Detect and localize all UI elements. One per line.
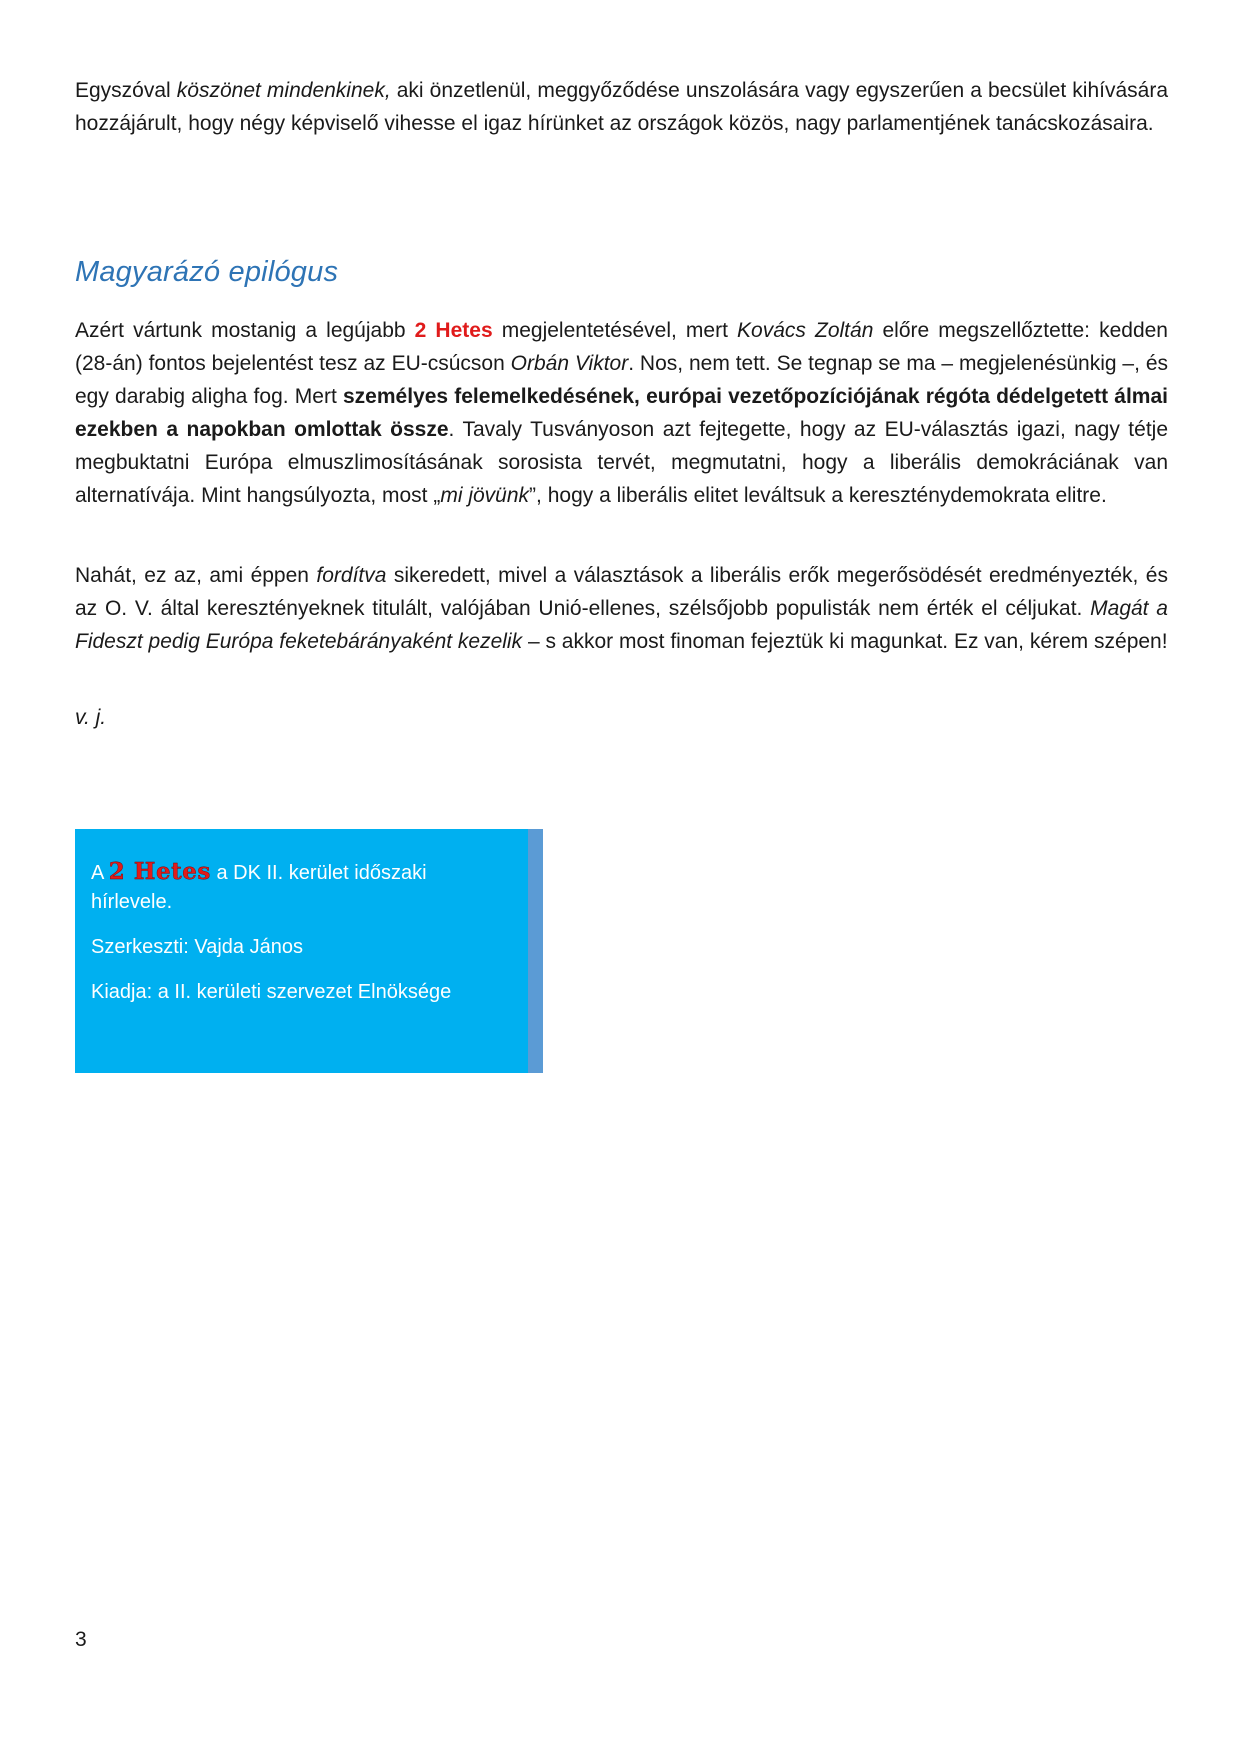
p2-text-5: . Tavaly Tusványoson azt fejtegette, hogy az EU-választás igazi, nagy tétje megbuktatni Európa elmuszlimosításának sorosista tervét, megmutatni, hogy a liberális demokráciának van alternatívája. Mint hangsúlyozta, most „ bbox=[75, 418, 1168, 507]
info-box-publisher: Kiadja: a II. kerületi szervezet Elnöksége bbox=[91, 981, 452, 1003]
newsletter-info-box bbox=[75, 829, 543, 1073]
p3-text-2: sikeredett, mivel a választások a liberális erők megerősödését eredményezték, és az O. V. által keresztényeknek titulált, valójában Unió-ellenes, szélsőjobb populisták nem érték el céljukat. bbox=[75, 564, 1168, 620]
p2-text-4: . Nos, nem tett. Se tegnap se ma – megjelenésünkig –, és egy darabig aligha fog. Mert bbox=[75, 352, 1168, 408]
intro-text-1: Egyszóval bbox=[75, 79, 177, 102]
p3-text-1: Nahát, ez az, ami éppen bbox=[75, 564, 317, 587]
author-signature: v. j. bbox=[75, 706, 107, 729]
p2-italic-name-2: Orbán Viktor bbox=[510, 352, 629, 375]
page-number: 3 bbox=[75, 1628, 87, 1651]
section-heading: Magyarázó epilógus bbox=[75, 256, 339, 288]
info-box-description bbox=[91, 857, 491, 917]
p2-text-1: Azért vártunk mostanig a legújabb bbox=[75, 319, 415, 342]
p3-italic-word: fordítva bbox=[316, 564, 387, 587]
info-box-text-b: a DK II. kerület időszaki hírlevele. bbox=[91, 862, 427, 913]
p3-text-3: – s akkor most finoman fejeztük ki magunkat. Ez van, kérem szépen! bbox=[522, 630, 1168, 653]
intro-italic-thanks: köszönet mindenkinek, bbox=[176, 79, 391, 102]
info-box-editor: Szerkeszti: Vajda János bbox=[91, 936, 303, 958]
p2-text-2: megjelentetésével, mert bbox=[492, 319, 738, 342]
p2-italic-name-1: Kovács Zoltán bbox=[737, 319, 874, 342]
info-box-content bbox=[91, 857, 491, 1023]
p2-bold-phrase: személyes felemelkedésének, európai vezetőpozíciójának régóta dédelgetett álmai ezekben a napokban omlottak össze bbox=[75, 385, 1168, 441]
intro-paragraph bbox=[75, 74, 1168, 140]
info-box-stripe bbox=[528, 829, 543, 1073]
newsletter-brand-logo: 2 Hetes bbox=[108, 858, 211, 885]
p3-italic-sentence: Magát a Fideszt pedig Európa feketebárányaként kezelik bbox=[75, 597, 1168, 653]
p2-text-3: előre megszellőztette: kedden (28-án) fontos bejelentést tesz az EU-csúcson bbox=[75, 319, 1168, 375]
document-page bbox=[75, 74, 1169, 729]
epilogue-paragraph-2 bbox=[75, 559, 1168, 658]
p2-text-6: ”, hogy a liberális elitet leváltsuk a kereszténydemokrata elitre. bbox=[529, 484, 1107, 507]
epilogue-paragraph-1 bbox=[75, 314, 1168, 512]
p2-italic-quote: mi jövünk bbox=[440, 484, 530, 507]
intro-text-2: aki önzetlenül, meggyőződése unszolására vagy egyszerűen a becsület kihívására hozzájárult, hogy négy képviselő vihesse el igaz hírünket az országok közös, nagy parlamentjének tanácskozásaira. bbox=[75, 79, 1169, 135]
info-box-text-a: A bbox=[91, 862, 109, 884]
newsletter-name-highlight: 2 Hetes bbox=[414, 319, 493, 342]
